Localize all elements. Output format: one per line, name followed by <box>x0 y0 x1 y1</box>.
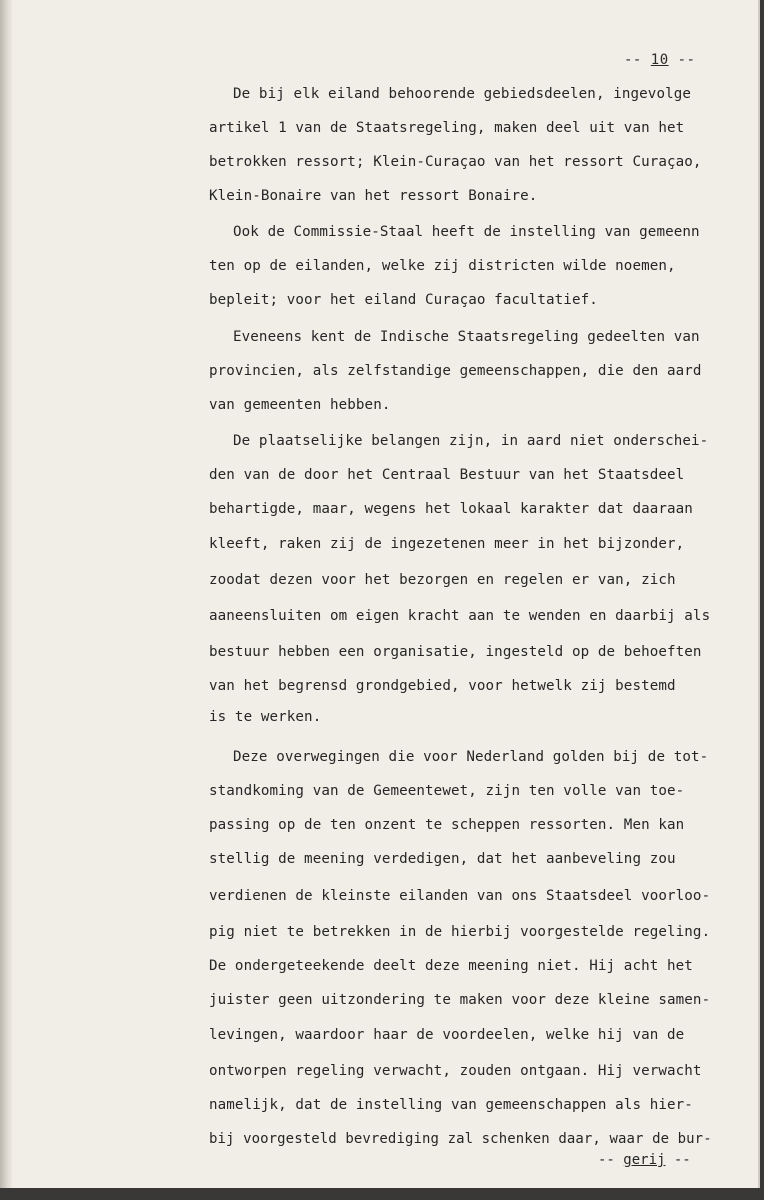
text-line: Eveneens kent de Indische Staatsregeling gedeelten van <box>233 329 700 345</box>
text-line: bepleit; voor het eiland Curaçao facultatief. <box>209 292 598 308</box>
text-line: betrokken ressort; Klein-Curaçao van het ressort Curaçao, <box>209 154 702 170</box>
text-line: De bij elk eiland behoorende gebiedsdeelen, ingevolge <box>233 86 692 102</box>
catchword-prefix: -- <box>598 1152 624 1168</box>
text-line: den van de door het Centraal Bestuur van het Staatsdeel <box>209 467 685 483</box>
text-line: standkoming van de Gemeentewet, zijn ten volle van toe- <box>209 783 685 799</box>
text-line: Klein-Bonaire van het ressort Bonaire. <box>209 188 538 204</box>
text-line: passing op de ten onzent te scheppen ressorten. Men kan <box>209 817 685 833</box>
catchword-suffix: -- <box>665 1152 691 1168</box>
text-line: De plaatselijke belangen zijn, in aard niet onderschei- <box>233 433 709 449</box>
page-number <box>624 52 695 68</box>
text-line: van gemeenten hebben. <box>209 397 391 413</box>
text-line: De ondergeteekende deelt deze meening niet. Hij acht het <box>209 958 693 974</box>
text-line: aaneensluiten om eigen kracht aan te wenden en daarbij als <box>209 608 711 624</box>
text-line: Deze overwegingen die voor Nederland golden bij de tot- <box>233 749 709 765</box>
page-number-prefix: -- <box>624 52 651 68</box>
page-number-value: 10 <box>650 52 669 68</box>
text-line: bestuur hebben een organisatie, ingesteld op de behoeften <box>209 644 702 660</box>
text-line: ten op de eilanden, welke zij districten wilde noemen, <box>209 258 676 274</box>
text-line: kleeft, raken zij de ingezetenen meer in het bijzonder, <box>209 536 685 552</box>
text-line: ontworpen regeling verwacht, zouden ontgaan. Hij verwacht <box>209 1063 702 1079</box>
catchword <box>598 1152 691 1168</box>
text-line: zoodat dezen voor het bezorgen en regelen er van, zich <box>209 572 676 588</box>
text-line: artikel 1 van de Staatsregeling, maken deel uit van het <box>209 120 685 136</box>
text-line: van het begrensd grondgebied, voor hetwelk zij bestemd <box>209 678 676 694</box>
text-line: juister geen uitzondering te maken voor deze kleine samen- <box>209 992 711 1008</box>
text-line: verdienen de kleinste eilanden van ons Staatsdeel voorloo- <box>209 888 711 904</box>
text-line: provincien, als zelfstandige gemeenschappen, die den aard <box>209 363 702 379</box>
text-line: Ook de Commissie-Staal heeft de instelling van gemeenn <box>233 224 700 240</box>
text-line: behartigde, maar, wegens het lokaal karakter dat daaraan <box>209 501 693 517</box>
text-line: is te werken. <box>209 709 322 725</box>
scanner-background <box>0 1188 764 1200</box>
text-line: pig niet te betrekken in de hierbij voorgestelde regeling. <box>209 924 711 940</box>
text-line: bij voorgesteld bevrediging zal schenken daar, waar de bur- <box>209 1131 712 1147</box>
text-line: levingen, waardoor haar de voordeelen, welke hij van de <box>209 1027 685 1043</box>
page-number-suffix: -- <box>668 52 696 68</box>
text-line: stellig de meening verdedigen, dat het aanbeveling zou <box>209 851 676 867</box>
page-binding-shadow <box>0 0 12 1188</box>
text-line: namelijk, dat de instelling van gemeenschappen als hier- <box>209 1097 693 1113</box>
catchword-value: gerij <box>623 1152 666 1168</box>
